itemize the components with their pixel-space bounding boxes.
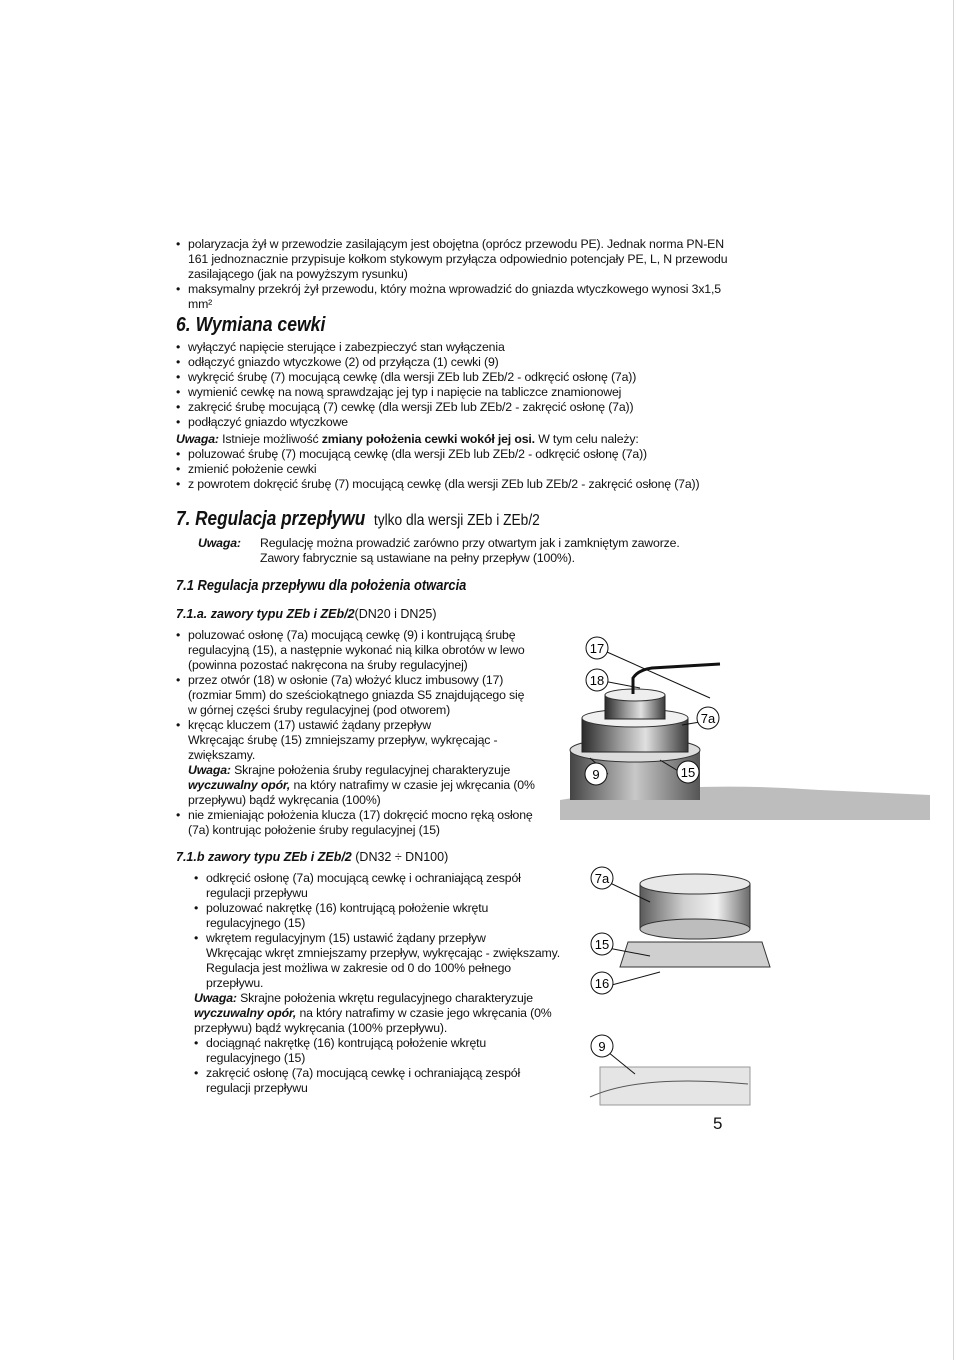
list-item: • odłączyć gniazdo wtyczkowe (2) od przyłącza (1) cewki (9) — [176, 355, 756, 370]
callout-9 — [585, 763, 607, 785]
list-item-line: Wkręcając śrubę (15) zmniejszamy przepływ, wykręcając - zwiększamy. — [188, 733, 498, 762]
note-label: Uwaga: — [198, 536, 241, 550]
page-number: 5 — [713, 1114, 723, 1133]
note-emphasis: zmiany położenia cewki wokół jej osi. — [321, 432, 535, 446]
list-item — [176, 718, 536, 763]
list-item-line: Wkręcając wkręt zmniejszamy przepływ, wykręcając - zwiększamy. Regulacja jest możliwa w zakresie od 0 do 100% pełnego przepływu. — [206, 946, 560, 990]
sub-label-tail: (DN32 ÷ DN100) — [355, 850, 449, 864]
list-item: • poluzować śrubę (7) mocującą cewkę (dla wersji ZEb lub ZEb/2 - odkręcić osłonę (7a)) — [176, 447, 756, 462]
svg-text:16: 16 — [594, 976, 610, 991]
sub-label-bold: zawory typu ZEb i ZEb/2 — [210, 607, 355, 621]
note-line-1: Regulację można prowadzić zarówno przy otwartym jak i zamkniętym zaworze. — [260, 536, 680, 550]
svg-text:17: 17 — [589, 641, 605, 656]
sub-label: 7.1.b — [176, 850, 205, 864]
section-7-1-heading: 7.1 Regulacja przepływu dla położenia otwarcia — [176, 577, 467, 594]
section-7-scope: tylko dla wersji ZEb i ZEb/2 — [373, 512, 540, 529]
note-label: Uwaga: — [188, 763, 231, 777]
callout-15 — [677, 761, 699, 783]
note-text: Skrajne położenia śruby regulacyjnej charakteryzuje — [234, 763, 511, 777]
note-text: Skrajne położenia wkrętu regulacyjnego charakteryzuje — [240, 991, 533, 1005]
note — [194, 991, 560, 1036]
callout-17 — [586, 637, 608, 659]
list-item-line: • kręcąc kluczem (17) ustawić żądany przepływ — [188, 718, 431, 732]
section-6-heading: 6. Wymiana cewki — [176, 314, 326, 336]
section-7-heading — [176, 508, 540, 531]
scan-edge-line — [953, 0, 954, 1360]
list-item: • zakręcić śrubę mocującą (7) cewkę (dla wersji ZEb lub ZEb/2 - zakręcić osłonę (7a)) — [176, 400, 756, 415]
intro-bullet-cross-section: • maksymalny przekrój żył przewodu, który można wprowadzić do gniazda wtyczkowego wynosi 3x1,5 mm² — [176, 282, 744, 312]
callout-7a — [697, 707, 719, 729]
svg-text:18: 18 — [589, 673, 605, 688]
section-7-1-a-body — [176, 628, 536, 838]
intro-bullet-polarity: • polaryzacja żył w przewodzie zasilającym jest obojętna (oprócz przewodu PE). Jednak norma PN-EN 161 jednoznacznie przypisuje kołkom stykowym przyłącza odpowiednio potencjały PE, L, N przewodu zasilającego (jak na powyższym rysunku) — [176, 237, 744, 282]
note-label: Uwaga: — [194, 991, 237, 1005]
list-item: • odkręcić osłonę (7a) mocującą cewkę i ochraniającą zespół regulacji przepływu — [194, 871, 560, 901]
list-item: • wymienić cewkę na nową sprawdzając jej typ i napięcie na tabliczce znamionowej — [176, 385, 756, 400]
note — [176, 763, 536, 808]
note-line-2: Zawory fabrycznie są ustawiane na pełny przepływ (100%). — [260, 551, 575, 565]
list-item: • przez otwór (18) w osłonie (7a) włożyć klucz imbusowy (17) (rozmiar 5mm) do sześciokątnego gniazda S5 znajdującego się w górnej części śruby regulacyjnej (pod otworem) — [176, 673, 536, 718]
list-item: • dociągnąć nakrętkę (16) kontrującą położenie wkrętu regulacyjnego (15) — [194, 1036, 560, 1066]
svg-text:7a: 7a — [700, 711, 716, 726]
callout-16 — [591, 972, 613, 994]
callout-15 — [591, 933, 613, 955]
list-item: • z powrotem dokręcić śrubę (7) mocującą cewkę (dla wersji ZEb lub ZEb/2 - zakręcić osłonę (7a)) — [176, 477, 756, 492]
callout-18 — [586, 669, 608, 691]
section-6-note — [176, 432, 756, 447]
list-item: • zmienić położenie cewki — [176, 462, 756, 477]
list-item — [194, 931, 560, 991]
sub-label-tail: (DN20 i DN25) — [354, 607, 437, 621]
list-item: • nie zmieniając położenia klucza (17) dokręcić mocno ręką osłonę (7a) kontrując położenie śruby regulacyjnej (15) — [176, 808, 536, 838]
note-emphasis: wyczuwalny opór, — [188, 778, 291, 792]
svg-text:15: 15 — [680, 765, 696, 780]
list-item: • poluzować osłonę (7a) mocującą cewkę (9) i kontrującą śrubę regulacyjną (15), a następnie wykonać nią kilka obrotów w lewo (powinna pozostać nakręcona na śruby regulacyjnej) — [176, 628, 536, 673]
note-tail: na który natrafimy w czasie jej wkręcania (0% przepływu) bądź wykręcania (100%) — [188, 778, 535, 807]
list-item: • wykręcić śrubę (7) mocującą cewkę (dla wersji ZEb lub ZEb/2 - odkręcić osłonę (7a)) — [176, 370, 756, 385]
svg-text:9: 9 — [598, 1039, 606, 1054]
note-tail: na który natrafimy w czasie jego wkręcania (0% przepływu) bądź wykręcania (100% przepływu). — [194, 1006, 552, 1035]
section-7-1-b-body — [194, 871, 560, 1096]
callout-7a — [591, 867, 613, 889]
list-item: • podłączyć gniazdo wtyczkowe — [176, 415, 756, 430]
svg-text:15: 15 — [594, 937, 610, 952]
list-item: • zakręcić osłonę (7a) mocującą cewkę i ochraniającą zespół regulacji przepływu — [194, 1066, 560, 1096]
valve-figure-dn20-dn25 — [560, 630, 930, 820]
section-7-note — [198, 536, 718, 566]
list-item-line: • wkrętem regulacyjnym (15) ustawić żądany przepływ — [206, 931, 486, 945]
callout-9 — [591, 1035, 613, 1057]
section-7-1-b-heading — [176, 850, 448, 864]
note-emphasis: wyczuwalny opór, — [194, 1006, 297, 1020]
list-item: • wyłączyć napięcie sterujące i zabezpieczyć stan wyłączenia — [176, 340, 756, 355]
sub-label-bold: zawory typu ZEb i ZEb/2 — [207, 850, 352, 864]
intro-section — [176, 237, 744, 312]
note-label: Uwaga: — [176, 432, 219, 446]
section-7-1-a-heading — [176, 607, 437, 621]
svg-text:9: 9 — [592, 767, 600, 782]
section-7-title: 7. Regulacja przepływu — [176, 508, 366, 530]
list-item: • poluzować nakrętkę (16) kontrującą położenie wkrętu regulacyjnego (15) — [194, 901, 560, 931]
sub-label: 7.1.a. — [176, 607, 208, 621]
section-6-body — [176, 340, 756, 492]
svg-text:7a: 7a — [594, 871, 610, 886]
note-tail: W tym celu należy: — [538, 432, 639, 446]
valve-figure-dn32-dn100 — [580, 862, 936, 1107]
note-text: Istnieje możliwość — [222, 432, 319, 446]
